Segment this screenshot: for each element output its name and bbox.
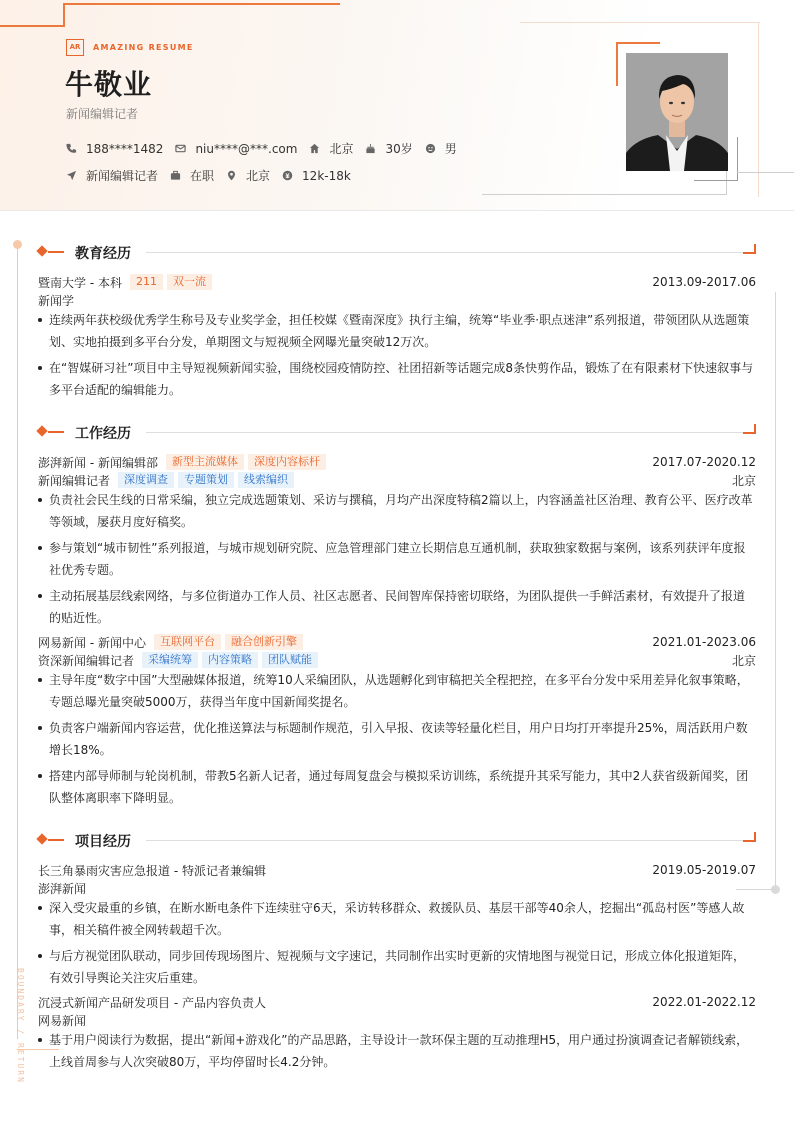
list-item: 主动拓展基层线索网络，与多位街道办工作人员、社区志愿者、民间智库保持密切联络，为团队提供一手鲜活素材，有效提升了报道的贴近性。 xyxy=(38,585,756,629)
photo-corner-accent xyxy=(694,180,738,181)
entry-date: 2019.05-2019.07 xyxy=(652,863,756,877)
work-position-row xyxy=(38,471,756,489)
logo-badge: AR xyxy=(66,39,84,56)
frame-line xyxy=(737,172,794,173)
gender-icon xyxy=(425,143,436,154)
tagline: AMAZING RESUME xyxy=(93,43,194,52)
right-timeline xyxy=(775,292,776,889)
corner-bracket-icon xyxy=(743,424,756,434)
home-icon xyxy=(309,143,320,154)
salary-icon xyxy=(282,170,293,181)
work-position-row xyxy=(38,651,756,669)
company-tag: 新型主流媒体 xyxy=(166,454,244,470)
diamond-icon xyxy=(36,425,47,436)
project-org: 澎湃新闻 xyxy=(38,881,87,896)
entry-date: 2017.07-2020.12 xyxy=(652,455,756,469)
entry-date: 2022.01-2022.12 xyxy=(652,995,756,1009)
list-item: 负责客户端新闻内容运营，优化推送算法与标题制作规范，引入早报、夜读等轻量化栏目，用户日均打开率提升25%，周活跃用户数增长18%。 xyxy=(38,717,756,761)
corner-accent xyxy=(63,4,65,27)
photo-corner-accent xyxy=(737,137,738,181)
work-city: 北京 xyxy=(731,473,756,488)
list-item: 连续两年获校级优秀学生称号及专业奖学金，担任校媒《暨南深度》执行主编，统筹“毕业季·职点迷津”系列报道，带领团队从选题策划、实地拍摄到多平台分发，单期图文与短视频全网曝光量突破12万次。 xyxy=(38,309,756,353)
photo-corner-accent xyxy=(616,42,660,44)
skill-tag: 团队赋能 xyxy=(262,652,318,668)
section-header-work xyxy=(36,422,756,442)
section-title: 项目经历 xyxy=(75,834,131,850)
major: 新闻学 xyxy=(38,293,75,308)
photo-corner-accent xyxy=(616,42,618,86)
corner-bracket-icon xyxy=(743,832,756,842)
side-timeline xyxy=(17,244,18,1039)
section-header-education xyxy=(36,242,756,262)
company-tag: 互联网平台 xyxy=(154,634,221,650)
list-item: 基于用户阅读行为数据，提出“新闻+游戏化”的产品思路，主导设计一款环保主题的互动推理H5，用户通过扮演调查记者解锁线索，上线首周参与人次突破80万，平均停留时长4.2分钟。 xyxy=(38,1029,756,1073)
work-entry-header xyxy=(38,453,756,471)
candidate-role: 新闻编辑记者 xyxy=(66,107,139,121)
school-tag: 双一流 xyxy=(167,274,212,290)
list-item: 深入受灾最重的乡镇，在断水断电条件下连续驻守6天，采访转移群众、救援队员、基层干部等40余人，挖掘出“孤岛村医”等感人故事，相关稿件被全网转载超千次。 xyxy=(38,897,756,941)
phone-icon xyxy=(66,143,77,154)
corner-accent xyxy=(63,3,340,5)
side-vertical-text: BOUNDARY / RETURN xyxy=(16,968,25,1084)
list-item: 与后方视觉团队联动，同步回传现场图片、短视频与文字速记，共同制作出实时更新的灾情地图与视觉日记，形成立体化报道矩阵，有效引导舆论关注灾后重建。 xyxy=(38,945,756,989)
frame-line xyxy=(758,22,759,197)
section-header-projects xyxy=(36,830,756,850)
briefcase-icon xyxy=(170,170,181,181)
frame-line xyxy=(726,170,727,195)
send-icon xyxy=(66,170,77,181)
frame-line xyxy=(520,22,760,23)
company-tag: 融合创新引擎 xyxy=(225,634,303,650)
corner-bracket-icon xyxy=(743,244,756,254)
list-item: 负责社会民生线的日常采编，独立完成选题策划、采访与撰稿，月均产出深度特稿2篇以上，内容涵盖社区治理、教育公平、医疗改革等领域，屡获月度好稿奖。 xyxy=(38,489,756,533)
side-timeline-dot xyxy=(13,240,22,249)
project-org-row xyxy=(38,879,756,897)
list-item: 主导年度“数字中国”大型融媒体报道，统筹10人采编团队，从选题孵化到审稿把关全程把控，在多平台分发中采用差异化叙事策略，专题总曝光量突破5000万，获得当年度中国新闻奖提名。 xyxy=(38,669,756,713)
profile-photo xyxy=(626,53,728,171)
mail-icon xyxy=(175,143,186,154)
skill-tag: 采编统筹 xyxy=(142,652,198,668)
entry-date: 2013.09-2017.06 xyxy=(652,275,756,289)
work-city: 北京 xyxy=(731,653,756,668)
project-entry-header xyxy=(38,861,756,879)
location-pin-icon xyxy=(226,170,237,181)
diamond-icon xyxy=(36,833,47,844)
candidate-name: 牛敬业 xyxy=(65,68,153,101)
contact-age: 30岁 xyxy=(365,140,412,157)
intent-city: 北京 xyxy=(226,167,270,184)
list-item: 在“智媒研习社”项目中主导短视频新闻实验，围绕校园疫情防控、社团招新等话题完成8条快剪作品，锻炼了在有限素材下快速叙事与多平台适配的编辑能力。 xyxy=(38,357,756,401)
intent-salary: 12k-18k xyxy=(282,169,351,183)
contact-row xyxy=(66,140,469,157)
education-major-row xyxy=(38,291,756,309)
contact-city: 北京 xyxy=(309,140,353,157)
school-tag: 211 xyxy=(130,274,163,290)
corner-accent xyxy=(0,25,64,27)
entry-date: 2021.01-2023.06 xyxy=(652,635,756,649)
school-name: 暨南大学 - 本科 xyxy=(38,275,122,290)
cake-icon xyxy=(365,143,376,154)
contact-email: niu****@***.com xyxy=(175,142,297,156)
header-divider xyxy=(0,210,794,211)
diamond-icon xyxy=(36,245,47,256)
skill-tag: 内容策略 xyxy=(202,652,258,668)
job-intent-row xyxy=(66,167,363,184)
project-entry-header xyxy=(38,993,756,1011)
list-item: 参与策划“城市韧性”系列报道，与城市规划研究院、应急管理部门建立长期信息互通机制，获取独家数据与案例，该系列获评年度报社优秀专题。 xyxy=(38,537,756,581)
company-tag: 深度内容标杆 xyxy=(248,454,326,470)
intent-status: 在职 xyxy=(170,167,214,184)
company-name: 澎湃新闻 - 新闻编辑部 xyxy=(38,455,158,470)
project-org-row xyxy=(38,1011,756,1029)
intent-position: 新闻编辑记者 xyxy=(66,167,158,184)
project-org: 网易新闻 xyxy=(38,1013,87,1028)
position-title: 资深新闻编辑记者 xyxy=(38,653,135,668)
skill-tag: 深度调查 xyxy=(118,472,174,488)
company-name: 网易新闻 - 新闻中心 xyxy=(38,635,146,650)
skill-tag: 线索编织 xyxy=(238,472,294,488)
section-title: 工作经历 xyxy=(75,426,131,442)
section-title: 教育经历 xyxy=(75,246,131,262)
contact-gender: 男 xyxy=(425,140,457,157)
project-name: 长三角暴雨灾害应急报道 - 特派记者兼编辑 xyxy=(38,863,266,878)
education-entry-header xyxy=(38,273,756,291)
contact-phone: 188****1482 xyxy=(66,142,163,156)
position-title: 新闻编辑记者 xyxy=(38,473,111,488)
project-name: 沉浸式新闻产品研发项目 - 产品内容负责人 xyxy=(38,995,266,1010)
frame-line xyxy=(482,194,727,195)
skill-tag: 专题策划 xyxy=(178,472,234,488)
work-entry-header xyxy=(38,633,756,651)
list-item: 搭建内部导师制与轮岗机制，带教5名新人记者，通过每周复盘会与模拟采访训练，系统提升其采写能力，其中2人获省级新闻奖，团队整体离职率下降明显。 xyxy=(38,765,756,809)
